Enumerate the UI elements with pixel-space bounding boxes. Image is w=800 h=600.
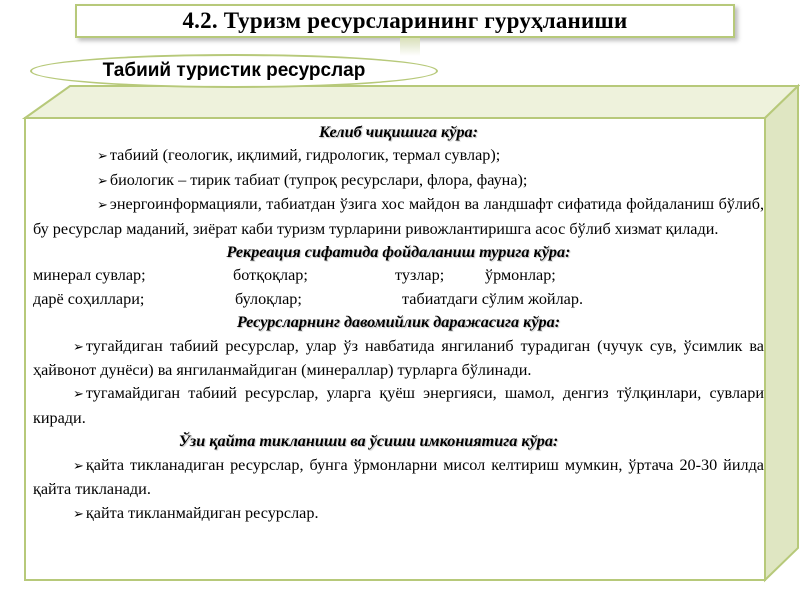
arrowhead-bullet-icon: ➢ [73, 387, 84, 403]
list-item: булоқлар; [235, 289, 302, 308]
list-item: ўрмонлар; [485, 266, 556, 285]
recreation-row-2 [33, 288, 764, 311]
box-top-face [25, 86, 798, 118]
list-item: ➢ тугамайдиган табиий ресурслар, уларга қуёш энергияси, шамол, денгиз тўлқинлари, сувлари киради. [33, 384, 764, 427]
list-item: ➢ энергоинформацияли, табиатдан ўзига хос майдон ва ландшафт сифатида фойдаланиш бўлиб, бу ресурслар маданий, зиёрат каби туризм турларини ривожлантиришга асос бўлиб хизмат қилади. [33, 195, 764, 238]
arrowhead-bullet-icon: ➢ [97, 149, 108, 165]
heading-recreation: Рекреация сифатида фойдаланиш турига кўра: [226, 243, 571, 262]
arrowhead-bullet-icon: ➢ [73, 458, 84, 474]
list-item: ➢ қайта тикланмайдиган ресурслар. [33, 502, 764, 526]
list-item: ➢ табиий (геологик, иқлимий, гидрологик, термал сувлар); [33, 144, 764, 168]
slide-title: 4.2. Туризм ресурсларининг гуруҳланиши [182, 8, 628, 33]
content-text [33, 121, 764, 526]
list-item: ➢ қайта тикланадиган ресурслар, бунга ўрмонларни мисол келтириш мумкин, ўртача 20-30 йилда қайта тикланади. [33, 455, 764, 499]
list-item: ботқоқлар; [233, 266, 308, 285]
list-item: табиатдаги сўлим жойлар. [402, 289, 584, 308]
heading-origin: Келиб чиқишига кўра: [318, 123, 479, 141]
list-item: минерал сувлар; [33, 266, 146, 285]
list-item: тузлар; [395, 266, 445, 285]
list-item: ➢ биологик – тирик табиат (тупроқ ресурслари, флора, фауна); [33, 169, 764, 193]
list-item: ➢ тугайдиган табиий ресурслар, улар ўз навбатида янгиланиб турадиган (чучук сув, ўсимлик ва ҳайвонот дунёси) ва янгиланмайдиган (минераллар) турларга бўлинади. [33, 336, 764, 380]
arrowhead-bullet-icon: ➢ [97, 198, 108, 214]
heading-durability: Ресурсларнинг давомийлик даражасига кўра: [236, 313, 561, 332]
recreation-row-1 [33, 264, 764, 287]
arrowhead-bullet-icon: ➢ [97, 173, 108, 189]
list-item: дарё соҳиллари; [33, 289, 145, 308]
box-right-face [765, 86, 798, 580]
arrowhead-bullet-icon: ➢ [73, 339, 84, 355]
subtitle-ellipse [30, 54, 438, 88]
heading-renewal: Ўзи қайта тикланиши ва ўсиши имкониятига кўра: [178, 432, 559, 451]
arrowhead-bullet-icon: ➢ [73, 506, 84, 522]
subtitle-text: Табиий туристик ресурслар [102, 60, 366, 81]
